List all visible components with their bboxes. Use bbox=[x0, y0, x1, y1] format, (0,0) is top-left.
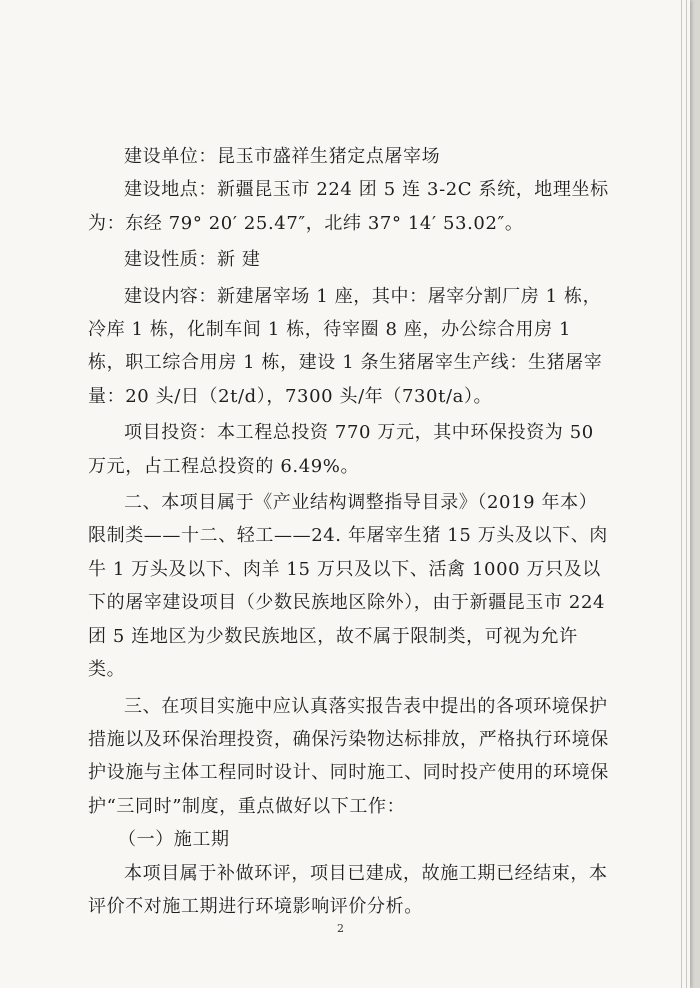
construction-period-paragraph: 本项目属于补做环评，项目已建成，故施工期已经结束，本评价不对施工期进行环境影响评价分析。 bbox=[88, 862, 608, 917]
construction-nature-paragraph: 建设性质：新 建 bbox=[124, 249, 261, 271]
construction-content-paragraph: 建设内容：新建屠宰场 1 座，其中：屠宰分割厂房 1 栋，冷库 1 栋，化制车间 1 栋，待宰圈 8 座，办公综合用房 1 栋，职工综合用房 1 栋，建设 1 条生猪屠宰生产线：生猪屠宰量：20 头/日（2t/d），7300 头/年（730t/a）。 bbox=[88, 285, 603, 407]
section-three-paragraph: 三、在项目实施中应认真落实报告表中提出的各项环境保护措施以及环保治理投资，确保污染物达标排放，严格执行环境保护设施与主体工程同时设计、同时施工、同时投产使用的环境保护“三同时”制度，重点做好以下工作： bbox=[88, 695, 609, 817]
section-two-paragraph: 二、本项目属于《产业结构调整指导目录》（2019 年本）限制类——十二、轻工——24. 年屠宰生猪 15 万头及以下、肉牛 1 万头及以下、肉羊 15 万只及以下、活禽 1000 万只及以下的屠宰建设项目（少数民族地区除外），由于新疆昆玉市 224 团 5 连地区为少数民族地区，故不属于限制类，可视为允许类。 bbox=[88, 492, 608, 681]
project-investment-paragraph: 项目投资：本工程总投资 770 万元，其中环保投资为 50 万元，占工程总投资的 6.49%。 bbox=[88, 422, 594, 477]
construction-location-paragraph: 建设地点：新疆昆玉市 224 团 5 连 3-2C 系统，地理坐标为：东经 79° 20′ 25.47″，北纬 37° 14′ 53.02″。 bbox=[88, 179, 609, 234]
page-edge-line bbox=[681, 0, 682, 988]
page-edge-line bbox=[686, 0, 687, 988]
page-number: 2 bbox=[337, 922, 344, 935]
document-body bbox=[88, 140, 614, 923]
construction-period-heading: （一）施工期 bbox=[118, 829, 230, 851]
construction-unit-paragraph: 建设单位：昆玉市盛祥生猪定点屠宰场 bbox=[124, 146, 441, 167]
